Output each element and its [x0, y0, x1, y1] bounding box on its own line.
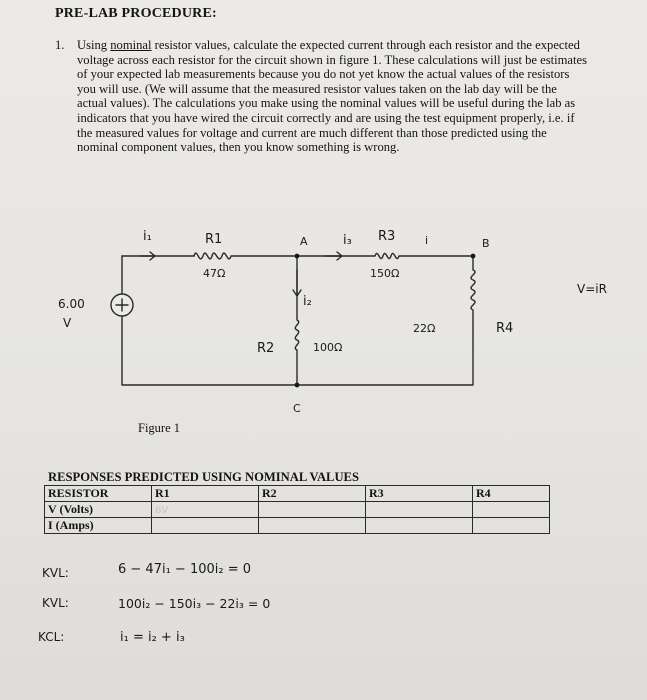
kvl-label-2: KVL:	[42, 596, 69, 610]
label-node-a: A	[300, 235, 308, 248]
label-r4-value: 22Ω	[413, 322, 436, 335]
table-row-volts	[45, 502, 550, 518]
cell-volts-r3	[366, 502, 473, 518]
cell-amps-r2	[259, 518, 366, 534]
row-label-amps: I (Amps)	[45, 518, 152, 534]
instruction-step-1: 1. Using nominal resistor values, calculate the expected current through each resistor and the expected voltage across each resistor for the circuit shown in figure 1. These calculations will just be estimates of your expected lab measurements because you do not yet know the actual values of the resistors you will use. (We will assume that the measured resistor values taken on the lab day will be the actual values). The calculations you make using the nominal values will be useful during the lab as indicators that you have wired the circuit correctly and are using the test equipment properly, i.e. if the measured values for voltage and current are much different than those predicted using the nominal component values, then you know something is wrong.	[55, 38, 588, 155]
node-a-dot	[295, 254, 300, 259]
current-arrow-i2	[293, 270, 301, 296]
cell-amps-r1	[152, 518, 259, 534]
step-number: 1.	[55, 38, 65, 52]
label-r1-value: 47Ω	[203, 267, 226, 280]
label-node-b: B	[482, 237, 490, 250]
label-node-c: C	[293, 402, 301, 415]
label-r3-value: 150Ω	[370, 267, 400, 280]
label-i1: i₁	[143, 229, 152, 244]
label-r2-value: 100Ω	[313, 341, 343, 354]
table-row-header	[45, 486, 550, 502]
cell-amps-r4	[473, 518, 550, 534]
label-r1: R1	[205, 232, 223, 247]
resistor-r4	[471, 256, 475, 330]
kcl-equation: i₁ = i₂ + i₃	[120, 630, 185, 645]
kvl-equation-2: 100i₂ − 150i₃ − 22i₃ = 0	[118, 596, 271, 611]
cell-volts-r2	[259, 502, 366, 518]
label-r4: R4	[496, 321, 514, 336]
cell-volts-r4	[473, 502, 550, 518]
current-arrow-i3	[325, 252, 342, 260]
table-row-amps	[45, 518, 550, 534]
header-resistor: RESISTOR	[45, 486, 152, 502]
kvl-equation-1: 6 − 47i₁ − 100i₂ = 0	[118, 562, 252, 577]
label-volt-unit: V	[63, 316, 72, 330]
node-b-dot	[471, 254, 476, 259]
header-r3: R3	[366, 486, 473, 502]
emphasis-nominal: nominal	[110, 38, 152, 52]
label-i3: i₃	[343, 233, 352, 248]
label-r3: R3	[378, 229, 396, 244]
row-label-volts: V (Volts)	[45, 502, 152, 518]
kvl-label-1: KVL:	[42, 566, 69, 580]
node-c-dot	[295, 383, 300, 388]
resistor-r1	[194, 253, 268, 259]
kcl-label: KCL:	[38, 630, 65, 644]
table-title: RESPONSES PREDICTED USING NOMINAL VALUES	[48, 470, 359, 484]
cell-volts-r1: 6V	[152, 502, 259, 518]
figure-caption: Figure 1	[138, 421, 181, 435]
cell-amps-r3	[366, 518, 473, 534]
label-ohms-law: V=iR	[577, 282, 607, 296]
label-r2: R2	[257, 341, 275, 356]
label-i2: i₂	[303, 294, 312, 309]
header-r4: R4	[473, 486, 550, 502]
label-voltage: 6.00	[58, 297, 85, 311]
page-heading: PRE-LAB PROCEDURE:	[55, 6, 217, 21]
label-i: i	[425, 234, 429, 247]
responses-table	[44, 485, 550, 534]
current-arrow-i1	[140, 252, 155, 260]
header-r2: R2	[259, 486, 366, 502]
header-r1: R1	[152, 486, 259, 502]
